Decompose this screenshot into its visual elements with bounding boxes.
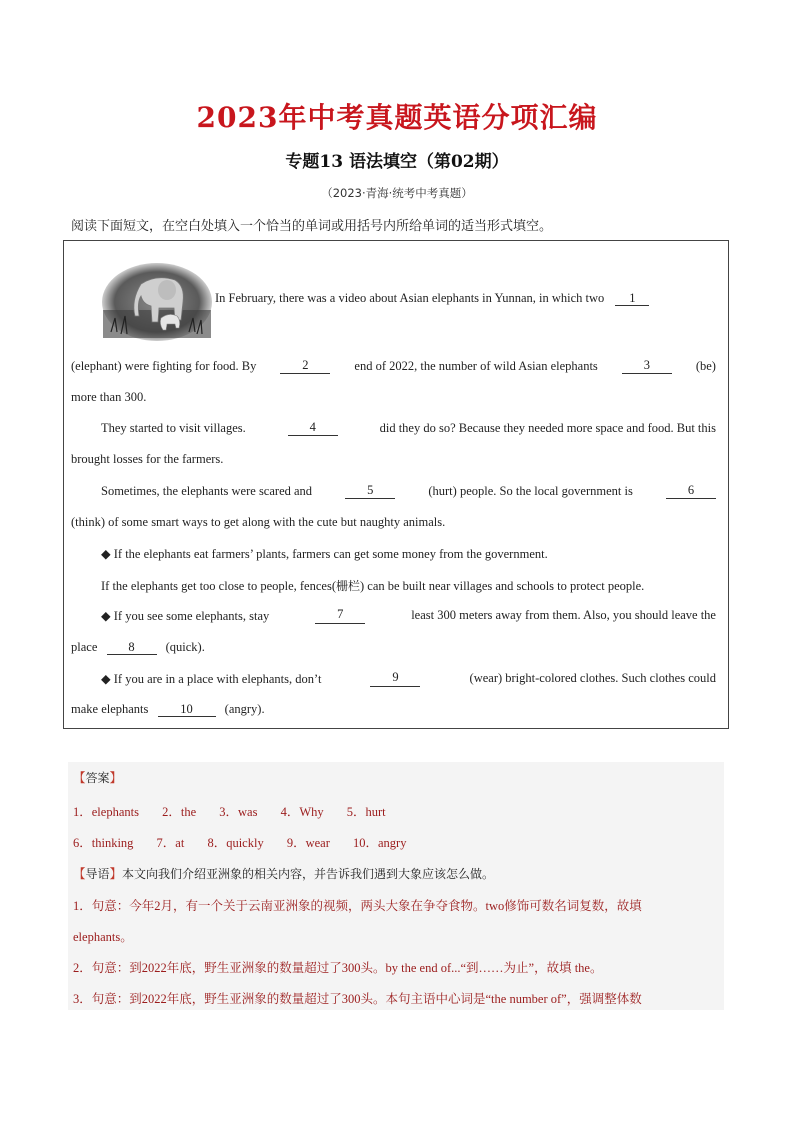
answer-3: 3．was bbox=[219, 805, 258, 819]
answer-2: 2．the bbox=[162, 805, 197, 819]
explanation-3: 3．句意：到2022年底，野生亚洲象的数量超过了300头。本句主语中心词是“the number of”，强调整体数 bbox=[73, 992, 642, 1006]
answer-6: 6．thinking bbox=[73, 836, 134, 850]
answer-row-1 bbox=[73, 802, 406, 820]
answer-8: 8．quickly bbox=[207, 836, 264, 850]
instruction-text: 阅读下面短文，在空白处填入一个恰当的单词或用括号内所给单词的适当形式填空。 bbox=[71, 219, 553, 234]
passage-line-8: ◆ If the elephants eat farmers’ plants, farmers can get some money from the government. bbox=[101, 547, 548, 561]
blank-4[interactable]: 4 bbox=[288, 421, 338, 436]
page-subtitle: 专题13 语法填空（第02期） bbox=[285, 152, 509, 172]
page-title: 2023年中考真题英语分项汇编 bbox=[196, 101, 598, 134]
passage-line-3: more than 300. bbox=[71, 390, 147, 404]
explanation-2: 2．句意：到2022年底，野生亚洲象的数量超过了300头。by the end of...“到……为止”，故填 the。 bbox=[73, 961, 603, 975]
explanation-1b: elephants。 bbox=[73, 930, 133, 944]
passage-line-5: brought losses for the farmers. bbox=[71, 452, 224, 466]
blank-7[interactable]: 7 bbox=[315, 608, 365, 624]
passage-line-2: (elephant) were fighting for food. By 2 end of 2022, the number of wild Asian elephants 3 (be) bbox=[71, 358, 716, 373]
answer-9: 9．wear bbox=[286, 836, 330, 850]
blank-5[interactable]: 5 bbox=[345, 484, 395, 499]
passage-line-9: If the elephants get too close to people, fences(栅栏) can be built near villages and schools to protect people. bbox=[101, 579, 645, 593]
blank-3[interactable]: 3 bbox=[622, 359, 672, 374]
passage-line-4: They started to visit villages. 4 did they do so? Because they needed more space and food. But this bbox=[101, 420, 716, 435]
answer-row-2 bbox=[73, 833, 426, 851]
elephant-illustration bbox=[101, 262, 213, 342]
source-note: （2023·青海·统考中考真题） bbox=[321, 186, 473, 200]
passage-line-7: (think) of some smart ways to get along with the cute but naughty animals. bbox=[71, 515, 446, 529]
passage-line-11: place 8 (quick). bbox=[71, 640, 205, 654]
answer-7: 7．at bbox=[156, 836, 185, 850]
guide-line: 【导语】本文向我们介绍亚洲象的相关内容，并告诉我们遇到大象应该怎么做。 bbox=[73, 866, 495, 881]
blank-1[interactable]: 1 bbox=[615, 292, 649, 306]
passage-line-10: ◆ If you see some elephants, stay 7 least 300 meters away from them. Also, you should leave the bbox=[101, 607, 716, 623]
answer-4: 4．Why bbox=[280, 805, 324, 819]
answer-1: 1．elephants bbox=[73, 805, 139, 819]
answer-5: 5．hurt bbox=[346, 805, 386, 819]
blank-6[interactable]: 6 bbox=[666, 484, 716, 499]
answer-10: 10．angry bbox=[353, 836, 407, 850]
answer-heading: 【答案】 bbox=[73, 770, 123, 785]
passage-line-12: ◆ If you are in a place with elephants, don’t 9 (wear) bright-colored clothes. Such clothes could bbox=[101, 670, 716, 686]
passage-line-13: make elephants 10 (angry). bbox=[71, 702, 265, 716]
passage-line-6: Sometimes, the elephants were scared and 5 (hurt) people. So the local government is 6 bbox=[101, 484, 716, 499]
blank-9[interactable]: 9 bbox=[370, 671, 420, 687]
blank-8[interactable]: 8 bbox=[107, 641, 157, 655]
explanation-1a: 1．句意：今年2月，有一个关于云南亚洲象的视频，两头大象在争夺食物。two修饰可数名词复数，故填 bbox=[73, 899, 642, 913]
passage-line-1: In February, there was a video about Asian elephants in Yunnan, in which two 1 bbox=[215, 291, 649, 306]
blank-10[interactable]: 10 bbox=[158, 703, 216, 717]
blank-2[interactable]: 2 bbox=[280, 359, 330, 374]
